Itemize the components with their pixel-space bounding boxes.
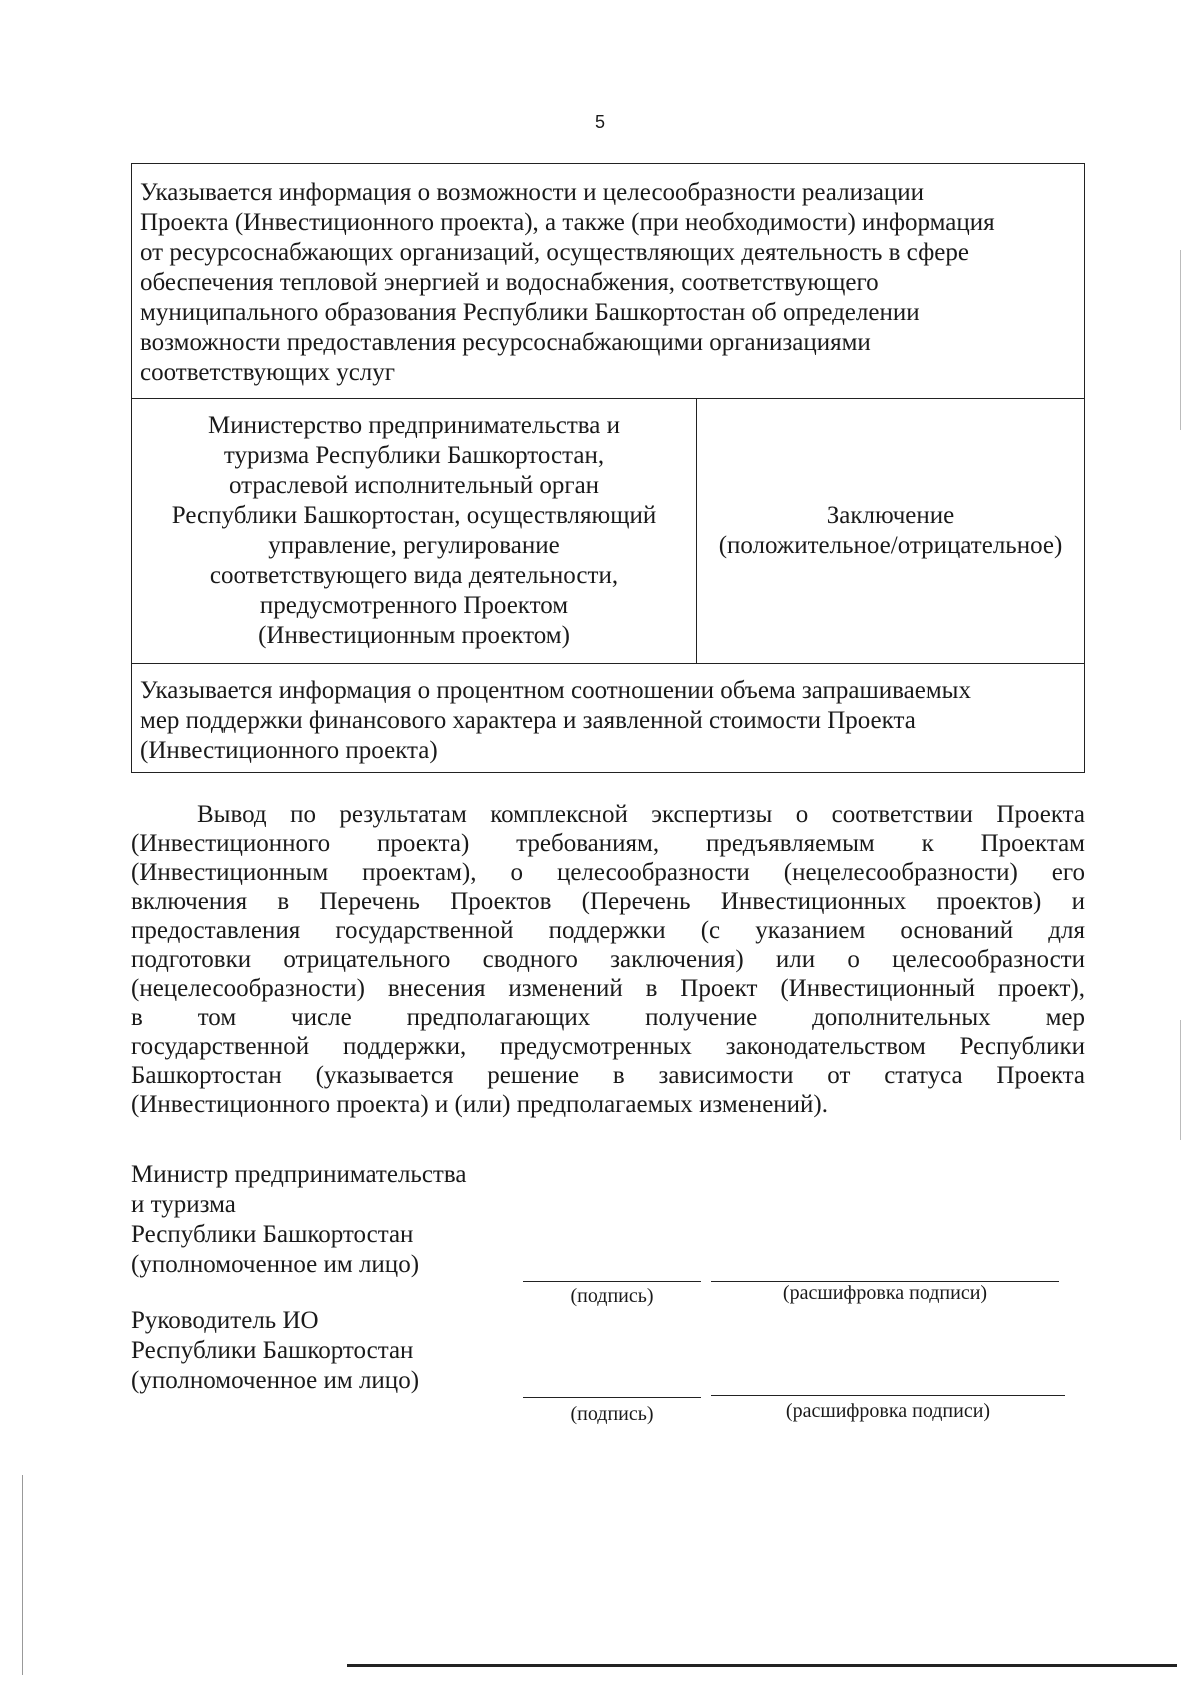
feasibility-line: муниципального образования Республики Башкортостан об определении — [140, 299, 920, 326]
signatory-title-line: Республики Башкортостан — [131, 1337, 414, 1364]
conclusion-cell — [697, 399, 1085, 664]
feasibility-line: обеспечения тепловой энергией и водоснабжения, соответствующего — [140, 269, 879, 296]
decode-caption: (расшифровка подписи) — [782, 1282, 988, 1304]
ratio-line: мер поддержки финансового характера и заявленной стоимости Проекта — [140, 707, 916, 734]
conclusion-line: включения в Перечень Проектов (Перечень Инвестиционных проектов) и — [131, 888, 1085, 915]
conclusion-line: (нецелесообразности) внесения изменений в Проект (Инвестиционный проект), — [131, 975, 1085, 1002]
table-row-ratio — [132, 664, 1085, 773]
page-number: 5 — [594, 112, 605, 132]
signatory-title-line: (уполномоченное им лицо) — [131, 1251, 420, 1278]
signatory-title-line: Министр предпринимательства — [131, 1161, 467, 1188]
table-row-ministry — [132, 399, 1085, 664]
signature-caption: (подпись) — [570, 1285, 654, 1307]
signature-caption: (подпись) — [570, 1403, 654, 1425]
conclusion-line: государственной поддержки, предусмотренных законодательством Республики — [131, 1033, 1085, 1060]
scan-margin-mark — [22, 1475, 23, 1675]
ratio-line: Указывается информация о процентном соотношении объема запрашиваемых — [140, 677, 971, 704]
ministry-line: управление, регулирование — [268, 532, 560, 559]
signature-line — [523, 1397, 701, 1398]
expertise-table — [131, 163, 1085, 773]
ministry-line: (Инвестиционным проектом) — [258, 622, 570, 649]
feasibility-cell — [132, 164, 1085, 399]
conclusion-paragraph — [131, 800, 1085, 1119]
decode-caption: (расшифровка подписи) — [785, 1400, 991, 1422]
signatory-title — [131, 1160, 531, 1280]
feasibility-line: от ресурсоснабжающих организаций, осуществляющих деятельность в сфере — [140, 239, 969, 266]
ministry-cell — [132, 399, 697, 664]
head-signature-block — [131, 1306, 1085, 1426]
conclusion-line: (Инвестиционного проекта) и (или) предполагаемых изменений). — [131, 1091, 828, 1118]
ministry-line: отраслевой исполнительный орган — [228, 472, 600, 499]
ministry-line: Министерство предпринимательства и — [208, 412, 620, 439]
scan-margin-mark — [1180, 1020, 1181, 1140]
signatory-title-line: (уполномоченное им лицо) — [131, 1367, 420, 1394]
signatory-title-line: Руководитель ИО — [131, 1307, 319, 1334]
decode-line — [711, 1395, 1065, 1396]
conclusion-line: предоставления государственной поддержки (с указанием оснований для — [131, 917, 1085, 944]
signatory-title-line: и туризма — [131, 1191, 236, 1218]
conclusion-line: (Инвестиционного проекта) требованиям, предъявляемым к Проектам — [131, 830, 1085, 857]
signatory-title-line: Республики Башкортостан — [131, 1221, 414, 1248]
feasibility-line: Указывается информация о возможности и целесообразности реализации — [140, 179, 925, 206]
feasibility-line: соответствующих услуг — [140, 359, 396, 386]
ratio-line: (Инвестиционного проекта) — [140, 737, 438, 764]
scan-margin-mark — [1180, 250, 1181, 430]
ministry-line: предусмотренного Проектом — [259, 592, 569, 619]
feasibility-line: Проекта (Инвестиционного проекта), а также (при необходимости) информация — [140, 209, 995, 236]
conclusion-line: подготовки отрицательного сводного заключения) или о целесообразности — [131, 946, 1085, 973]
conclusion-line: в том числе предполагающих получение дополнительных мер — [131, 1004, 1085, 1031]
ministry-line: туризма Республики Башкортостан, — [223, 442, 605, 469]
conclusion-label: Заключение — [826, 502, 955, 529]
signature-line — [523, 1281, 701, 1282]
conclusion-line: Вывод по результатам комплексной экспертизы о соответствии Проекта — [197, 801, 1085, 828]
ministry-line: соответствующего вида деятельности, — [209, 562, 619, 589]
conclusion-line: Башкортостан (указывается решение в зависимости от статуса Проекта — [131, 1062, 1085, 1089]
ministry-line: Республики Башкортостан, осуществляющий — [171, 502, 657, 529]
conclusion-line: (Инвестиционным проектам), о целесообразности (нецелесообразности) его — [131, 859, 1085, 886]
scan-edge-line — [347, 1664, 1177, 1667]
minister-signature-block — [131, 1160, 1085, 1307]
feasibility-line: возможности предоставления ресурсоснабжающими организациями — [140, 329, 871, 356]
ratio-cell — [132, 664, 1085, 773]
signatory-title — [131, 1306, 531, 1396]
conclusion-options: (положительное/отрицательное) — [718, 532, 1063, 559]
table-row-feasibility — [132, 164, 1085, 399]
